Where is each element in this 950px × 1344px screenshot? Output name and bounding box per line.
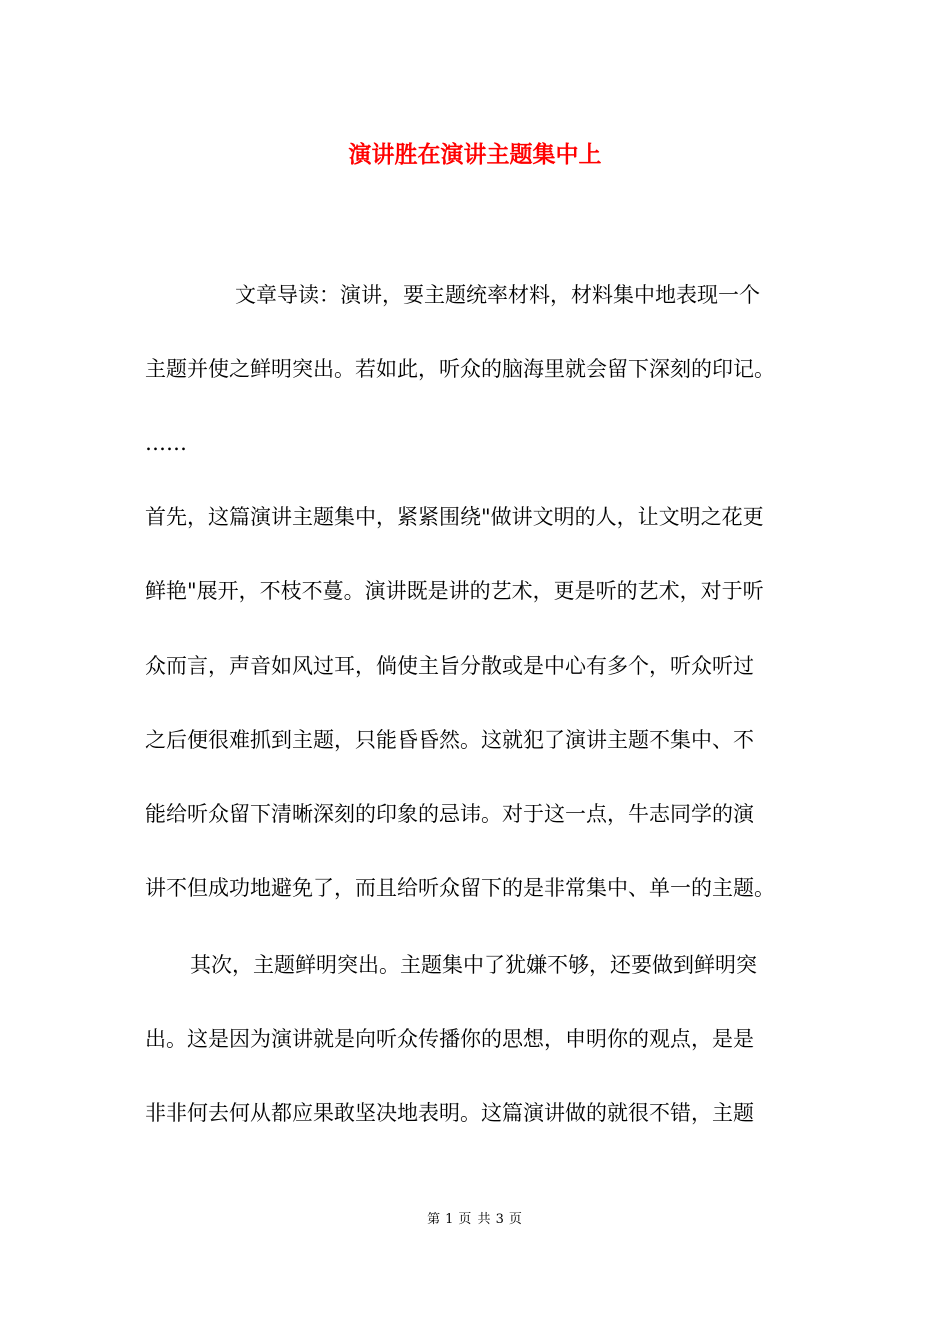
footer-page-total: 3	[495, 1212, 505, 1227]
paragraph-line: 能给听众留下清晰深刻的印象的忌讳。对于这一点，牛志同学的演	[145, 802, 754, 826]
paragraph-line: 其次，主题鲜明突出。主题集中了犹嫌不够，还要做到鲜明突	[190, 953, 757, 977]
paragraph-line: 主题并使之鲜明突出。若如此，听众的脑海里就会留下深刻的印记。	[145, 357, 775, 381]
paragraph-line: 出。这是因为演讲就是向听众传播你的思想，申明你的观点，是是	[145, 1027, 754, 1051]
paragraph-line: 鲜艳"展开，不枝不蔓。演讲既是讲的艺术，更是听的艺术，对于听	[145, 579, 764, 603]
page-footer	[0, 1208, 950, 1227]
paragraph-line: 众而言，声音如风过耳，倘使主旨分散或是中心有多个，听众听过	[145, 654, 754, 678]
paragraph-line: 讲不但成功地避免了，而且给听众留下的是非常集中、单一的主题。	[145, 876, 775, 900]
footer-page-current: 1	[445, 1212, 455, 1227]
document-title: 演讲胜在演讲主题集中上	[348, 141, 602, 168]
paragraph-line: 文章导读：演讲，要主题统率材料，材料集中地表现一个	[235, 283, 760, 307]
paragraph-line: ……	[145, 431, 187, 455]
footer-mid: 页 共	[458, 1212, 492, 1227]
paragraph-line: 非非何去何从都应果敢坚决地表明。这篇演讲做的就很不错，主题	[145, 1101, 754, 1125]
paragraph-line: 之后便很难抓到主题，只能昏昏然。这就犯了演讲主题不集中、不	[145, 728, 754, 752]
footer-prefix: 第	[427, 1212, 442, 1227]
footer-suffix: 页	[508, 1212, 523, 1227]
paragraph-line: 首先，这篇演讲主题集中，紧紧围绕"做讲文明的人，让文明之花更	[145, 505, 764, 529]
